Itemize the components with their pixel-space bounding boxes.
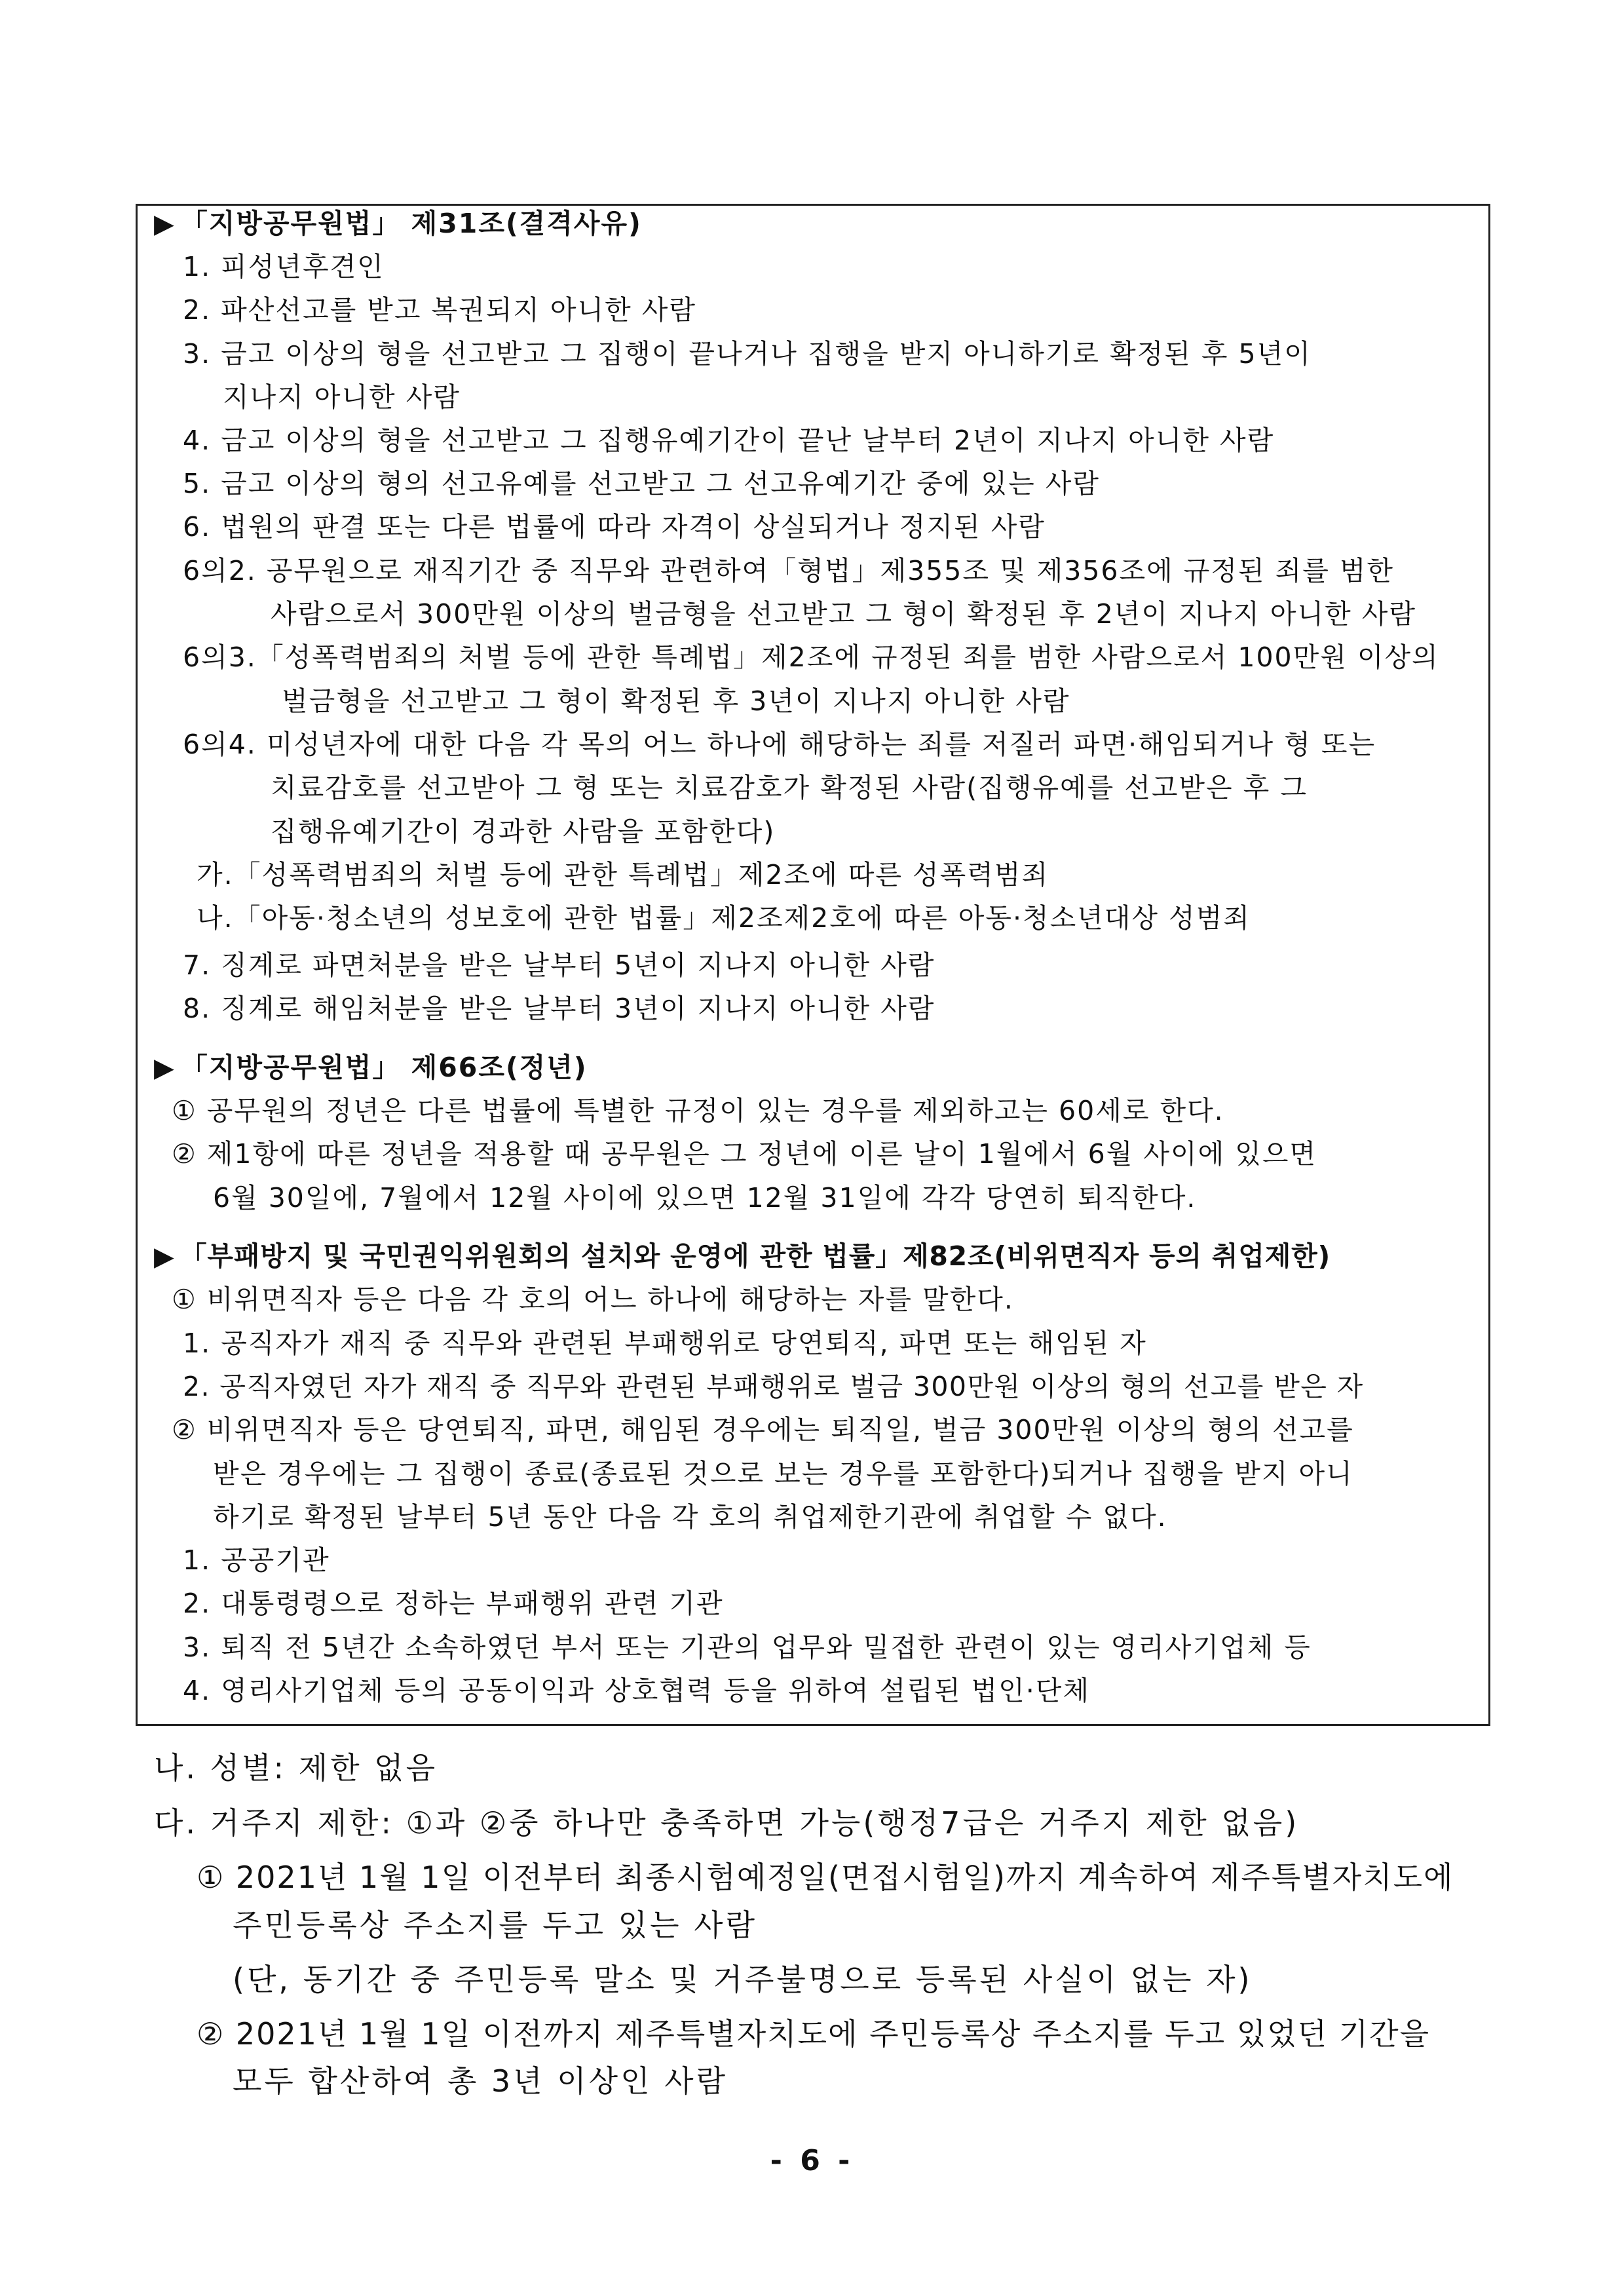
list-item: 7. 징계로 파면처분을 받은 날부터 5년이 지나지 아니한 사람 — [183, 949, 935, 981]
list-item: 4. 영리사기업체 등의 공동이익과 상호협력 등을 위하여 설립된 법인·단체 — [183, 1675, 1090, 1706]
list-item: 사람으로서 300만원 이상의 벌금형을 선고받고 그 형이 확정된 후 2년이 지나지 아니한 사람 — [271, 598, 1416, 630]
list-item: 1. 공공기관 — [183, 1544, 330, 1576]
list-item: 3. 금고 이상의 형을 선고받고 그 집행이 끝나거나 집행을 받지 아니하기로 확정된 후 5년이 — [183, 338, 1312, 370]
list-item: 5. 금고 이상의 형의 선고유예를 선고받고 그 선고유예기간 중에 있는 사람 — [183, 468, 1101, 499]
residence-condition-1: ① 2021년 1월 1일 이전부터 최종시험예정일(면접시험일)까지 계속하여 제주특별자치도에 — [197, 1860, 1454, 1895]
section-heading-art66: ▶ 「지방공무원법」 제66조(정년) — [154, 1052, 588, 1083]
list-item: 치료감호를 선고받아 그 형 또는 치료감호가 확정된 사람(집행유예를 선고받은 후 그 — [271, 772, 1308, 803]
triangle-bullet-icon: ▶ — [154, 1053, 176, 1083]
list-item: 가.「성폭력범죄의 처벌 등에 관한 특례법」제2조에 따른 성폭력범죄 — [197, 859, 1049, 890]
list-item: 지나지 아니한 사람 — [223, 381, 461, 413]
list-item: 3. 퇴직 전 5년간 소속하였던 부서 또는 기관의 업무와 밀접한 관련이 있는 영리사기업체 등 — [183, 1632, 1312, 1663]
list-item: 1. 공직자가 재직 중 직무와 관련된 부패행위로 당연퇴직, 파면 또는 해임된 자 — [183, 1328, 1147, 1359]
triangle-bullet-icon: ▶ — [154, 1242, 175, 1272]
list-item: ② 비위면직자 등은 당연퇴직, 파면, 해임된 경우에는 퇴직일, 벌금 300만원 이상의 형의 선고를 — [172, 1414, 1354, 1445]
list-item: 6의3.「성폭력범죄의 처벌 등에 관한 특례법」제2조에 규정된 죄를 범한 사람으로서 100만원 이상의 — [183, 641, 1439, 673]
list-item: 나.「아동·청소년의 성보호에 관한 법률」제2조제2호에 따른 아동·청소년대상 성범죄 — [197, 902, 1251, 934]
list-item: ② 제1항에 따른 정년을 적용할 때 공무원은 그 정년에 이른 날이 1월에서 6월 사이에 있으면 — [172, 1138, 1317, 1170]
list-item: 벌금형을 선고받고 그 형이 확정된 후 3년이 지나지 아니한 사람 — [282, 685, 1070, 717]
page-number: - 6 - — [770, 2144, 854, 2177]
list-item: 2. 파산선고를 받고 복권되지 아니한 사람 — [183, 294, 696, 326]
list-item: 4. 금고 이상의 형을 선고받고 그 집행유예기간이 끝난 날부터 2년이 지나지 아니한 사람 — [183, 425, 1275, 456]
list-item: ① 비위면직자 등은 다음 각 호의 어느 하나에 해당하는 자를 말한다. — [172, 1284, 1014, 1315]
list-item: 2. 대통령령으로 정하는 부패행위 관련 기관 — [183, 1588, 724, 1619]
gender-requirement: 나. 성별: 제한 없음 — [154, 1750, 438, 1786]
list-item: 2. 공직자였던 자가 재직 중 직무와 관련된 부패행위로 벌금 300만원 이상의 형의 선고를 받은 자 — [183, 1371, 1364, 1402]
list-item: 8. 징계로 해임처분을 받은 날부터 3년이 지나지 아니한 사람 — [183, 993, 935, 1024]
list-item: 받은 경우에는 그 집행이 종료(종료된 것으로 보는 경우를 포함한다)되거나 집행을 받지 아니 — [213, 1458, 1353, 1489]
list-item: 1. 피성년후견인 — [183, 251, 385, 282]
list-item: 6의4. 미성년자에 대한 다음 각 목의 어느 하나에 해당하는 죄를 저질러 파면·해임되거나 형 또는 — [183, 729, 1376, 760]
list-item: 6의2. 공무원으로 재직기간 중 직무와 관련하여「형법」제355조 및 제356조에 규정된 죄를 범한 — [183, 555, 1395, 586]
list-item: 6. 법원의 판결 또는 다른 법률에 따라 자격이 상실되거나 정지된 사람 — [183, 511, 1046, 543]
section-heading-art82: ▶ 「부패방지 및 국민권익위원회의 설치와 운영에 관한 법률」제82조(비위면직자 등의 취업제한) — [154, 1240, 1331, 1272]
list-item: 집행유예기간이 경과한 사람을 포함한다) — [271, 816, 776, 847]
section-heading-art31: ▶ 「지방공무원법」 제31조(결격사유) — [154, 208, 642, 239]
residence-condition-1-cont: 주민등록상 주소지를 두고 있는 사람 — [233, 1907, 758, 1943]
residence-condition-1-note: (단, 동기간 중 주민등록 말소 및 거주불명으로 등록된 사실이 없는 자) — [233, 1962, 1253, 1997]
list-item: ① 공무원의 정년은 다른 법률에 특별한 규정이 있는 경우를 제외하고는 60세로 한다. — [172, 1095, 1224, 1126]
residence-condition-2-cont: 모두 합산하여 총 3년 이상인 사람 — [233, 2063, 728, 2099]
triangle-bullet-icon: ▶ — [154, 209, 176, 239]
list-item: 하기로 확정된 날부터 5년 동안 다음 각 호의 취업제한기관에 취업할 수 없다. — [213, 1501, 1167, 1533]
list-item: 6월 30일에, 7월에서 12월 사이에 있으면 12월 31일에 각각 당연히 퇴직한다. — [213, 1182, 1197, 1214]
residence-condition-2: ② 2021년 1월 1일 이전까지 제주특별자치도에 주민등록상 주소지를 두고 있었던 기간을 — [197, 2016, 1431, 2052]
residence-requirement: 다. 거주지 제한: ①과 ②중 하나만 충족하면 가능(행정7급은 거주지 제한 없음) — [154, 1805, 1300, 1841]
